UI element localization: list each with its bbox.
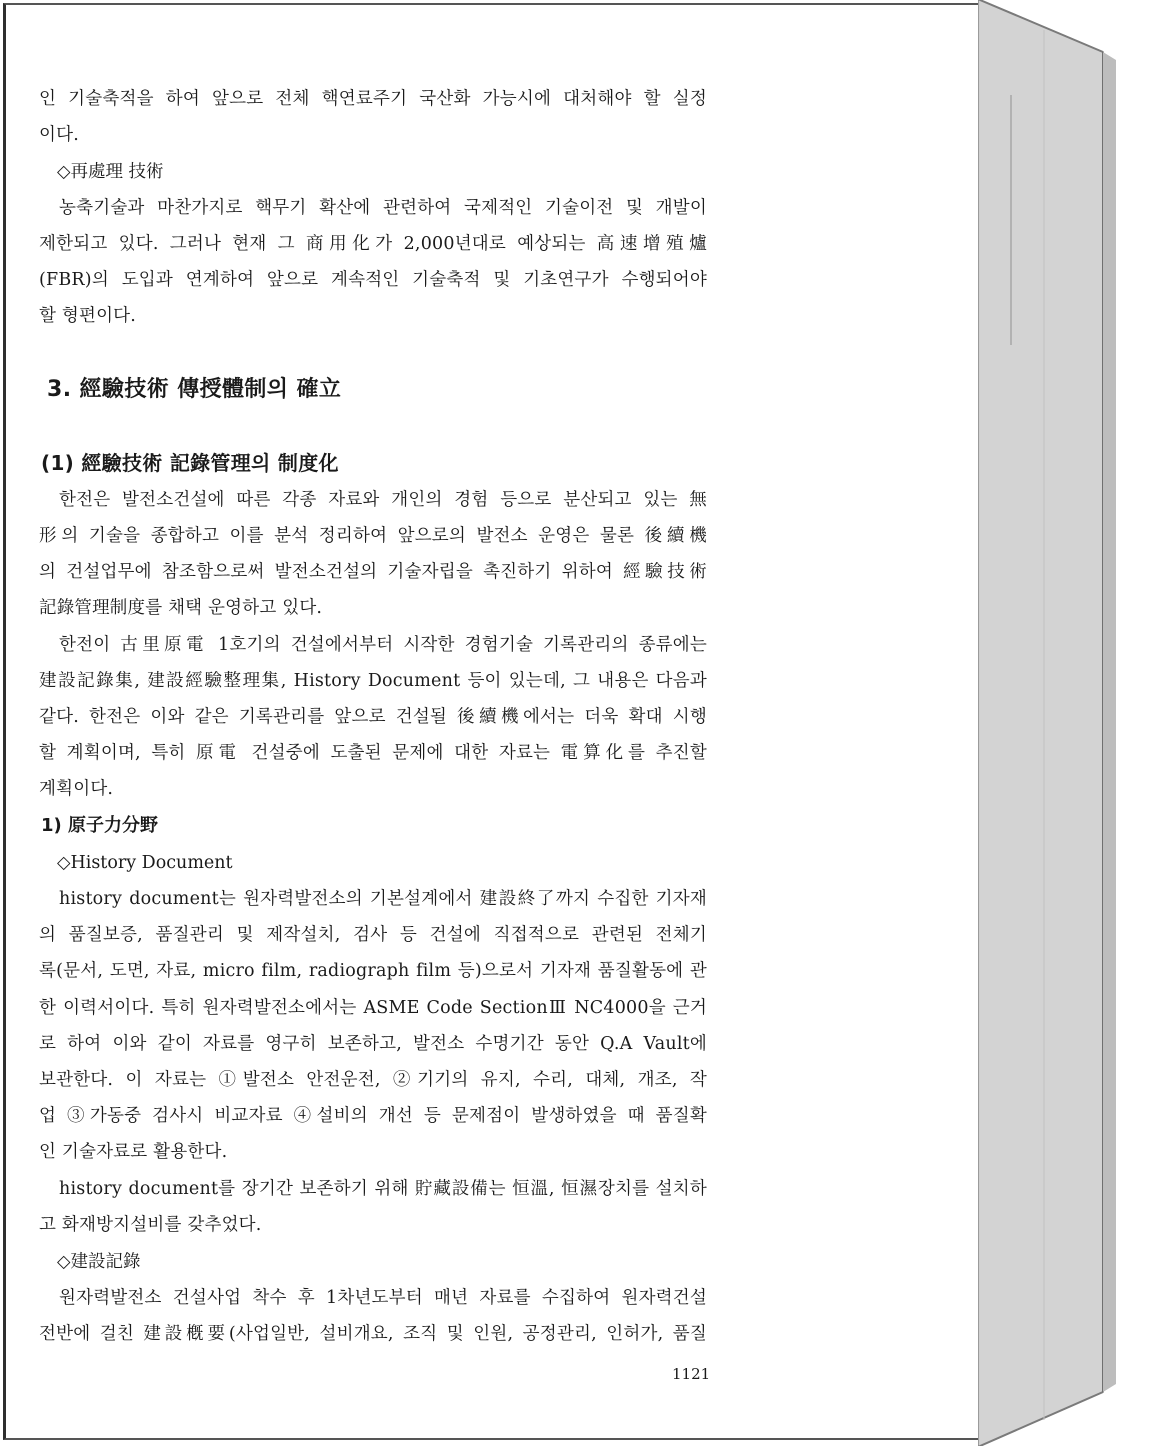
text-line: 전반에 걸친 建設槪要(사업일반, 설비개요, 조직 및 인원, 공정관리, 인허가, 품질 bbox=[39, 1324, 707, 1344]
book-edge-graphic bbox=[978, 0, 1173, 1446]
text-line: 고 화재방지설비를 갖추었다. bbox=[39, 1215, 262, 1235]
text-line: 계획이다. bbox=[39, 779, 114, 799]
text-line: 形의 기술을 종합하고 이를 분석 정리하여 앞으로의 발전소 운영은 물론 後續機 bbox=[39, 526, 707, 546]
text-line: 록(문서, 도면, 자료, micro film, radiograph film 등)으로서 기자재 품질활동에 관 bbox=[39, 961, 707, 981]
text-line: 제한되고 있다. 그러나 현재 그 商用化가 2,000년대로 예상되는 高速增殖爐 bbox=[39, 234, 707, 254]
text-line: 로 하여 이와 같이 자료를 영구히 보존하고, 발전소 수명기간 동안 Q.A Vault에 bbox=[39, 1034, 707, 1054]
text-line: 인 기술자료로 활용한다. bbox=[39, 1142, 228, 1162]
text-line: 建設記錄集, 建設經驗整理集, History Document 등이 있는데, 그 내용은 다음과 bbox=[39, 671, 707, 691]
text-line: 보관한다. 이 자료는 ①발전소 안전운전, ②기기의 유지, 수리, 대체, 개조, 작 bbox=[39, 1070, 707, 1090]
text-line: 인 기술축적을 하여 앞으로 전체 핵연료주기 국산화 가능시에 대처해야 할 실정 bbox=[39, 89, 707, 109]
item-heading: 1) 原子力分野 bbox=[41, 815, 159, 836]
text-line: 같다. 한전은 이와 같은 기록관리를 앞으로 건설될 後續機에서는 더욱 확대 시행 bbox=[39, 707, 707, 727]
text-line: 업 ③가동중 검사시 비교자료 ④설비의 개선 등 문제점이 발생하였을 때 품질확 bbox=[39, 1106, 707, 1126]
text-line: history document를 장기간 보존하기 위해 貯藏設備는 恒溫, 恒濕장치를 설치하 bbox=[59, 1179, 707, 1199]
text-line: 한전은 발전소건설에 따른 각종 자료와 개인의 경험 등으로 분산되고 있는 無 bbox=[59, 490, 707, 510]
subtopic-label: ◇History Document bbox=[57, 853, 233, 873]
text-line: 할 형편이다. bbox=[39, 306, 137, 326]
text-line: 농축기술과 마찬가지로 핵무기 확산에 관련하여 국제적인 기술이전 및 개발이 bbox=[59, 198, 707, 218]
book-edge-svg bbox=[978, 0, 1173, 1446]
section-heading: 3. 經驗技術 傳授體制의 確立 bbox=[47, 377, 342, 402]
document-page bbox=[3, 3, 978, 1440]
text-line: 원자력발전소 건설사업 착수 후 1차년도부터 매년 자료를 수집하여 원자력건설 bbox=[59, 1288, 707, 1308]
text-line: 이다. bbox=[39, 125, 79, 145]
text-line: 의 건설업무에 참조함으로써 발전소건설의 기술자립을 촉진하기 위하여 經驗技術 bbox=[39, 562, 707, 582]
subsection-heading: (1) 經驗技術 記錄管理의 制度化 bbox=[41, 451, 339, 475]
text-line: 의 품질보증, 품질관리 및 제작설치, 검사 등 건설에 직접적으로 관련된 전체기 bbox=[39, 925, 707, 945]
text-line: (FBR)의 도입과 연계하여 앞으로 계속적인 기술축적 및 기초연구가 수행되어야 bbox=[39, 270, 707, 290]
text-line: 記錄管理制度를 채택 운영하고 있다. bbox=[39, 598, 323, 618]
subtopic-label: ◇建設記錄 bbox=[57, 1252, 141, 1272]
text-line: 한 이력서이다. 특히 원자력발전소에서는 ASME Code SectionⅢ NC4000을 근거 bbox=[39, 998, 707, 1018]
page-number: 1121 bbox=[672, 1365, 711, 1383]
subtopic-label: ◇再處理 技術 bbox=[57, 162, 164, 182]
text-line: history document는 원자력발전소의 기본설계에서 建設終了까지 수집한 기자재 bbox=[59, 889, 707, 909]
text-line: 할 계획이며, 특히 原電 건설중에 도출된 문제에 대한 자료는 電算化를 추진할 bbox=[39, 743, 707, 763]
text-line: 한전이 古里原電 1호기의 건설에서부터 시작한 경험기술 기록관리의 종류에는 bbox=[59, 635, 707, 655]
